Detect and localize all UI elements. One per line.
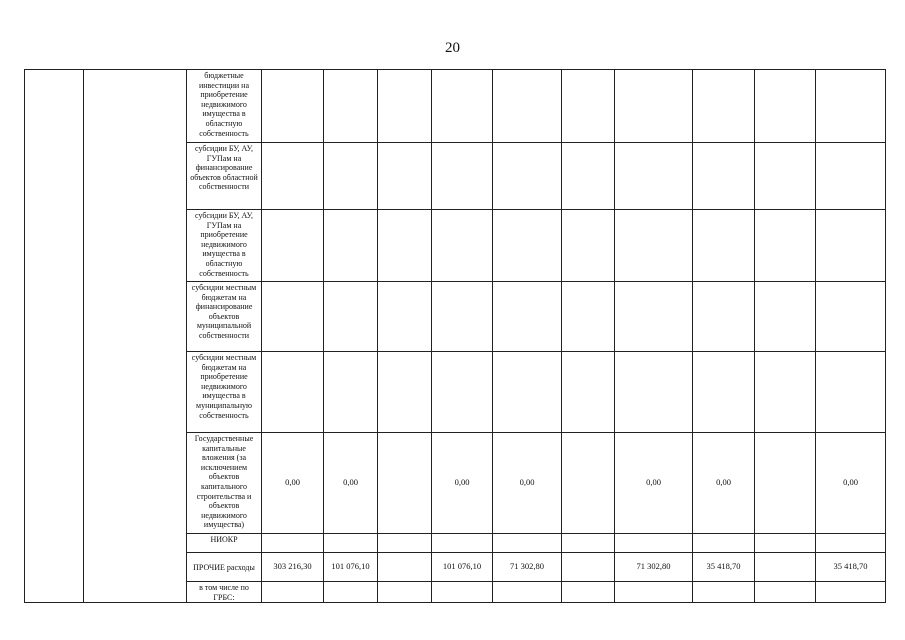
- table-row: [25, 70, 886, 143]
- value-cell: [816, 143, 886, 210]
- value-cell: [262, 282, 324, 352]
- col-name-cell: [84, 70, 187, 603]
- value-cell: 71 302,80: [615, 553, 693, 582]
- value-cell: [324, 70, 378, 143]
- value-cell: [432, 143, 493, 210]
- value-cell: [693, 70, 755, 143]
- value-cell: 0,00: [493, 433, 562, 534]
- row-label: ПРОЧИЕ расходы: [187, 553, 262, 582]
- value-cell: 0,00: [324, 433, 378, 534]
- value-cell: [816, 582, 886, 603]
- value-cell: [378, 282, 432, 352]
- value-cell: 303 216,30: [262, 553, 324, 582]
- value-cell: [324, 352, 378, 433]
- value-cell: [432, 282, 493, 352]
- value-cell: [562, 143, 615, 210]
- value-cell: [262, 70, 324, 143]
- row-label: в том числе по ГРБС:: [187, 582, 262, 603]
- row-label: субсидии местным бюджетам на финансирование объектов муниципальной собственности: [187, 282, 262, 352]
- value-cell: [378, 553, 432, 582]
- row-label: НИОКР: [187, 534, 262, 553]
- value-cell: [615, 70, 693, 143]
- value-cell: [432, 582, 493, 603]
- value-cell: [324, 210, 378, 282]
- value-cell: 35 418,70: [693, 553, 755, 582]
- value-cell: [755, 433, 816, 534]
- value-cell: [562, 282, 615, 352]
- expenditure-table: [24, 69, 886, 603]
- value-cell: [493, 143, 562, 210]
- value-cell: 0,00: [816, 433, 886, 534]
- value-cell: [755, 282, 816, 352]
- value-cell: [324, 534, 378, 553]
- value-cell: [816, 210, 886, 282]
- value-cell: [324, 582, 378, 603]
- value-cell: [262, 582, 324, 603]
- value-cell: [693, 534, 755, 553]
- value-cell: [493, 70, 562, 143]
- value-cell: [755, 143, 816, 210]
- col-number-cell: [25, 70, 84, 603]
- value-cell: [562, 553, 615, 582]
- value-cell: [562, 534, 615, 553]
- value-cell: [562, 352, 615, 433]
- value-cell: [562, 70, 615, 143]
- value-cell: [615, 352, 693, 433]
- value-cell: [378, 582, 432, 603]
- value-cell: 101 076,10: [432, 553, 493, 582]
- value-cell: [562, 433, 615, 534]
- value-cell: [324, 282, 378, 352]
- value-cell: [693, 210, 755, 282]
- value-cell: [755, 70, 816, 143]
- value-cell: [615, 582, 693, 603]
- value-cell: [432, 210, 493, 282]
- value-cell: [562, 210, 615, 282]
- value-cell: [816, 70, 886, 143]
- value-cell: [615, 143, 693, 210]
- value-cell: [562, 582, 615, 603]
- value-cell: [432, 534, 493, 553]
- value-cell: [378, 352, 432, 433]
- value-cell: [378, 70, 432, 143]
- value-cell: 0,00: [432, 433, 493, 534]
- value-cell: [493, 534, 562, 553]
- value-cell: [615, 534, 693, 553]
- value-cell: [493, 352, 562, 433]
- row-label: субсидии местным бюджетам на приобретение недвижимого имущества в муниципальную собственность: [187, 352, 262, 433]
- value-cell: [755, 553, 816, 582]
- value-cell: [493, 582, 562, 603]
- value-cell: [378, 210, 432, 282]
- value-cell: [262, 143, 324, 210]
- value-cell: [493, 210, 562, 282]
- value-cell: [378, 143, 432, 210]
- value-cell: [262, 210, 324, 282]
- value-cell: 0,00: [693, 433, 755, 534]
- value-cell: 35 418,70: [816, 553, 886, 582]
- value-cell: 0,00: [615, 433, 693, 534]
- row-label: бюджетные инвестиции на приобретение недвижимого имущества в областную собственность: [187, 70, 262, 143]
- value-cell: 0,00: [262, 433, 324, 534]
- value-cell: [432, 70, 493, 143]
- row-label: субсидии БУ, АУ, ГУПам на приобретение недвижимого имущества в областную собственность: [187, 210, 262, 282]
- value-cell: [816, 352, 886, 433]
- value-cell: [262, 534, 324, 553]
- value-cell: [378, 433, 432, 534]
- value-cell: [755, 352, 816, 433]
- value-cell: [693, 282, 755, 352]
- row-label: Государственные капитальные вложения (за исключением объектов капитального строительства и объектов недвижимого имущества): [187, 433, 262, 534]
- page-number: 20: [445, 40, 460, 56]
- value-cell: [615, 210, 693, 282]
- value-cell: [432, 352, 493, 433]
- value-cell: [324, 143, 378, 210]
- row-label: субсидии БУ, АУ, ГУПам на финансирование объектов областной собственности: [187, 143, 262, 210]
- value-cell: [755, 582, 816, 603]
- value-cell: 101 076,10: [324, 553, 378, 582]
- value-cell: [693, 352, 755, 433]
- value-cell: [755, 210, 816, 282]
- value-cell: [816, 534, 886, 553]
- value-cell: [615, 282, 693, 352]
- value-cell: [378, 534, 432, 553]
- value-cell: [816, 282, 886, 352]
- value-cell: [755, 534, 816, 553]
- value-cell: [693, 582, 755, 603]
- value-cell: [262, 352, 324, 433]
- value-cell: [493, 282, 562, 352]
- value-cell: [693, 143, 755, 210]
- value-cell: 71 302,80: [493, 553, 562, 582]
